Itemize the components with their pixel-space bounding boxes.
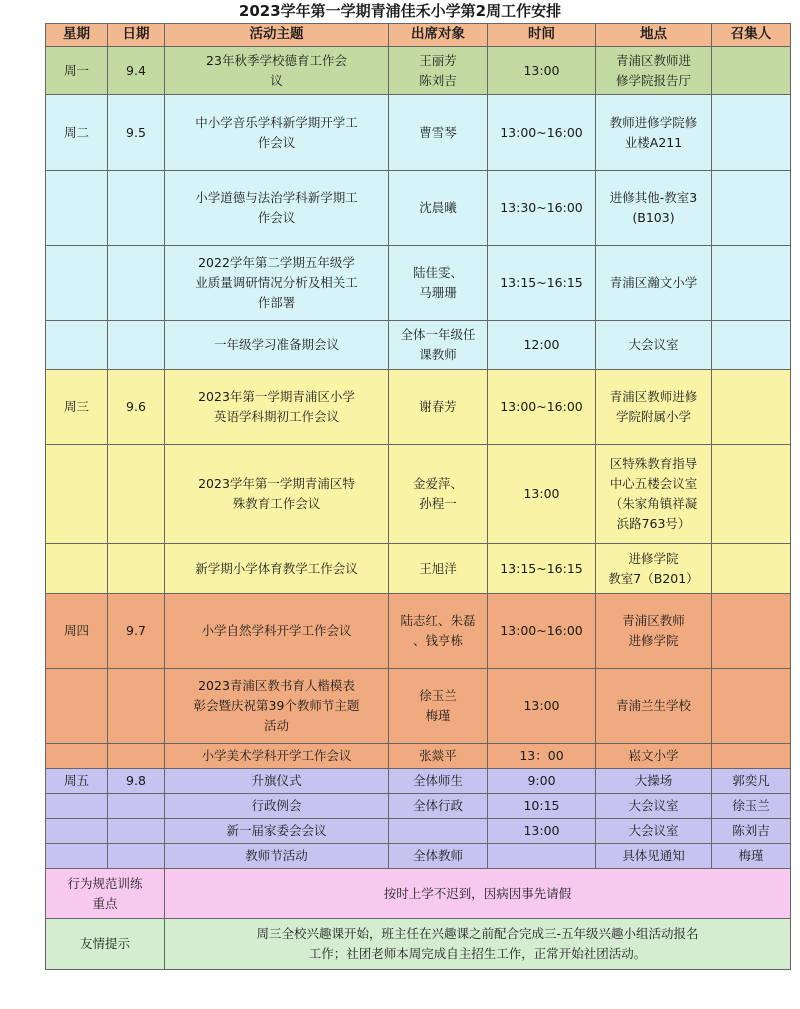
cell-place: 进修其他-教室3 (B103)	[596, 171, 712, 246]
cell-topic: 2023青浦区教书育人楷模表 彰会暨庆祝第39个教师节主题 活动	[165, 669, 389, 744]
col-header-attendees: 出席对象	[389, 24, 488, 47]
cell-topic: 行政例会	[165, 794, 389, 819]
cell-attendees: 谢春芳	[389, 370, 488, 445]
cell-day: 周二	[46, 95, 108, 171]
table-row	[46, 370, 791, 445]
cell-place: 进修学院 教室7（B201）	[596, 544, 712, 594]
cell-date	[108, 844, 165, 869]
cell-convener	[712, 744, 791, 769]
cell-day	[46, 844, 108, 869]
cell-date	[108, 246, 165, 321]
cell-convener	[712, 321, 791, 370]
cell-time: 13:00	[488, 445, 596, 544]
cell-attendees: 全体一年级任 课教师	[389, 321, 488, 370]
cell-time: 12:00	[488, 321, 596, 370]
cell-convener: 陈刘吉	[712, 819, 791, 844]
cell-convener	[712, 669, 791, 744]
cell-attendees: 徐玉兰 梅瑾	[389, 669, 488, 744]
cell-date	[108, 171, 165, 246]
cell-topic: 小学美术学科开学工作会议	[165, 744, 389, 769]
cell-place: 具体见通知	[596, 844, 712, 869]
cell-day	[46, 819, 108, 844]
cell-place: 青浦区瀚文小学	[596, 246, 712, 321]
cell-place: 大会议室	[596, 819, 712, 844]
table-row	[46, 669, 791, 744]
cell-time: 10:15	[488, 794, 596, 819]
cell-date	[108, 445, 165, 544]
cell-day	[46, 669, 108, 744]
table-row	[46, 445, 791, 544]
cell-topic: 小学自然学科开学工作会议	[165, 594, 389, 669]
page-title: 2023学年第一学期青浦佳禾小学第2周工作安排	[238, 2, 562, 20]
col-header-time: 时间	[488, 24, 596, 47]
cell-convener: 郭奕凡	[712, 769, 791, 794]
cell-time: 13：00	[488, 744, 596, 769]
cell-date	[108, 744, 165, 769]
cell-place: 大会议室	[596, 321, 712, 370]
cell-day	[46, 246, 108, 321]
cell-day	[46, 544, 108, 594]
cell-convener	[712, 370, 791, 445]
cell-time	[488, 844, 596, 869]
cell-place: 青浦区教师进修 学院附属小学	[596, 370, 712, 445]
cell-place: 教师进修学院修 业楼A211	[596, 95, 712, 171]
cell-attendees: 全体行政	[389, 794, 488, 819]
cell-time: 13:00~16:00	[488, 594, 596, 669]
cell-attendees: 金爱萍、 孙程一	[389, 445, 488, 544]
behavior-text: 按时上学不迟到，因病因事先请假	[165, 869, 791, 919]
table-row	[46, 321, 791, 370]
table-row	[46, 744, 791, 769]
cell-topic: 小学道德与法治学科新学期工 作会议	[165, 171, 389, 246]
cell-attendees: 全体教师	[389, 844, 488, 869]
col-header-weekday: 星期	[46, 24, 108, 47]
cell-date: 9.8	[108, 769, 165, 794]
cell-place: 区特殊教育指导 中心五楼会议室 （朱家角镇祥凝 浜路763号）	[596, 445, 712, 544]
cell-date	[108, 794, 165, 819]
cell-place: 青浦区教师 进修学院	[596, 594, 712, 669]
cell-topic: 教师节活动	[165, 844, 389, 869]
cell-day: 周五	[46, 769, 108, 794]
behavior-row	[46, 869, 791, 919]
cell-attendees: 曹雪琴	[389, 95, 488, 171]
cell-convener: 梅瑾	[712, 844, 791, 869]
tip-row	[46, 919, 791, 970]
cell-attendees: 全体师生	[389, 769, 488, 794]
cell-day: 周一	[46, 47, 108, 95]
cell-date	[108, 819, 165, 844]
cell-day	[46, 794, 108, 819]
cell-time: 13:00	[488, 47, 596, 95]
cell-topic: 新一届家委会会议	[165, 819, 389, 844]
cell-time: 13:00~16:00	[488, 95, 596, 171]
cell-convener	[712, 246, 791, 321]
tip-label: 友情提示	[46, 919, 165, 970]
cell-time: 9:00	[488, 769, 596, 794]
col-header-place: 地点	[596, 24, 712, 47]
cell-date: 9.4	[108, 47, 165, 95]
cell-day	[46, 445, 108, 544]
table-row	[46, 95, 791, 171]
cell-day: 周四	[46, 594, 108, 669]
cell-date: 9.6	[108, 370, 165, 445]
cell-time: 13:15~16:15	[488, 246, 596, 321]
col-header-convener: 召集人	[712, 24, 791, 47]
cell-topic: 2023学年第一学期青浦区特 殊教育工作会议	[165, 445, 389, 544]
table-row	[46, 844, 791, 869]
cell-topic: 中小学音乐学科新学期开学工 作会议	[165, 95, 389, 171]
table-row	[46, 819, 791, 844]
tip-text: 周三全校兴趣课开始，班主任在兴趣课之前配合完成三-五年级兴趣小组活动报名 工作；社团老师本周完成自主招生工作，正常开始社团活动。	[165, 919, 791, 970]
cell-date: 9.7	[108, 594, 165, 669]
table-row	[46, 246, 791, 321]
cell-topic: 2023年第一学期青浦区小学 英语学科期初工作会议	[165, 370, 389, 445]
cell-date	[108, 544, 165, 594]
cell-time: 13:15~16:15	[488, 544, 596, 594]
cell-attendees: 王旭洋	[389, 544, 488, 594]
table-row	[46, 794, 791, 819]
table-row	[46, 47, 791, 95]
cell-time: 13:00	[488, 669, 596, 744]
table-row	[46, 769, 791, 794]
cell-convener: 徐玉兰	[712, 794, 791, 819]
cell-date: 9.5	[108, 95, 165, 171]
cell-topic: 2022学年第二学期五年级学 业质量调研情况分析及相关工 作部署	[165, 246, 389, 321]
cell-convener	[712, 445, 791, 544]
cell-attendees: 王丽芳 陈刘吉	[389, 47, 488, 95]
schedule-table	[45, 23, 791, 970]
cell-place: 大会议室	[596, 794, 712, 819]
cell-place: 崧文小学	[596, 744, 712, 769]
cell-attendees: 沈晨曦	[389, 171, 488, 246]
col-header-date: 日期	[108, 24, 165, 47]
cell-place: 青浦兰生学校	[596, 669, 712, 744]
header-row	[46, 24, 791, 47]
cell-day: 周三	[46, 370, 108, 445]
table-row	[46, 544, 791, 594]
cell-convener	[712, 544, 791, 594]
cell-topic: 23年秋季学校德育工作会 议	[165, 47, 389, 95]
cell-convener	[712, 171, 791, 246]
behavior-label: 行为规范训练 重点	[46, 869, 165, 919]
cell-convener	[712, 594, 791, 669]
cell-topic: 升旗仪式	[165, 769, 389, 794]
cell-topic: 新学期小学体育教学工作会议	[165, 544, 389, 594]
cell-attendees: 陆志红、朱磊 、钱亨栋	[389, 594, 488, 669]
cell-time: 13:30~16:00	[488, 171, 596, 246]
cell-place: 大操场	[596, 769, 712, 794]
cell-time: 13:00~16:00	[488, 370, 596, 445]
table-row	[46, 171, 791, 246]
cell-attendees: 张燚平	[389, 744, 488, 769]
cell-day	[46, 744, 108, 769]
cell-date	[108, 321, 165, 370]
col-header-topic: 活动主题	[165, 24, 389, 47]
cell-place: 青浦区教师进 修学院报告厅	[596, 47, 712, 95]
cell-date	[108, 669, 165, 744]
cell-day	[46, 321, 108, 370]
cell-day	[46, 171, 108, 246]
cell-convener	[712, 47, 791, 95]
cell-convener	[712, 95, 791, 171]
table-row	[46, 594, 791, 669]
cell-attendees: 陆佳雯、 马珊珊	[389, 246, 488, 321]
cell-topic: 一年级学习准备期会议	[165, 321, 389, 370]
cell-attendees	[389, 819, 488, 844]
cell-time: 13:00	[488, 819, 596, 844]
